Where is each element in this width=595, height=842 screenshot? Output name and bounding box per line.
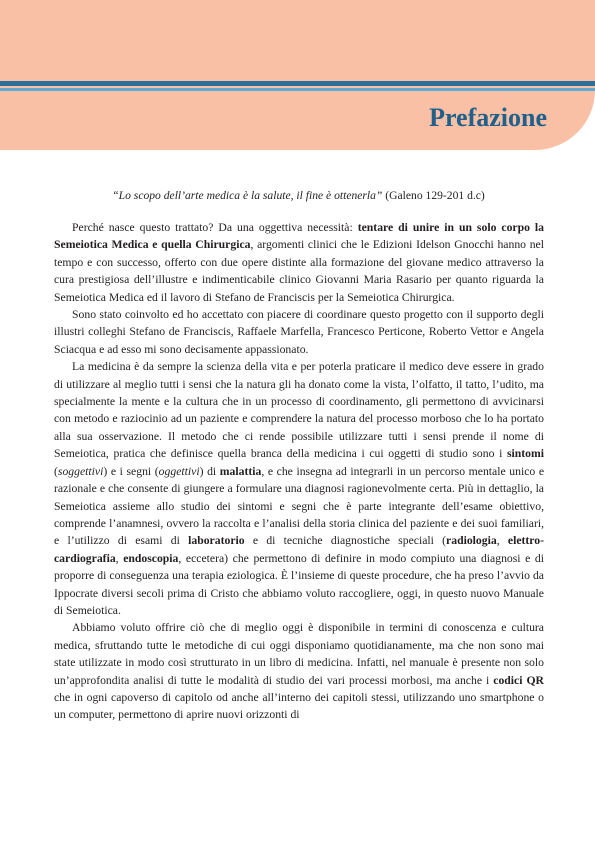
header-rule-dark: [0, 81, 595, 86]
text-run: Perché nasce questo trattato? Da una oggettiva necessità:: [72, 221, 358, 234]
epigraph: [54, 189, 543, 202]
text-run-bold: endoscopia: [123, 551, 179, 565]
text-run: , eccetera) che permettono di definire in modo compiuto una diagnosi e di proporre di conseguenza una terapia eziologica. È l’insieme di queste procedure, che ha preso l’avvio da Ippocrate diversi secoli prima di Cristo che abbiamo voluto raccogliere, oggi, in questo nuovo Manuale di Semeiotica.: [54, 551, 545, 617]
paragraph-3: [54, 358, 544, 619]
body-text: [54, 219, 544, 724]
text-run-bold: elettro-cardiografia: [54, 534, 545, 565]
epigraph-attribution: (Galeno 129-201 d.c): [385, 189, 485, 202]
text-run: ) e i segni (: [103, 464, 159, 478]
text-run: , argomenti clinici che le Edizioni Idelson Gnocchi hanno nel tempo e con successo, offerto con due opere distinte alla formazione del giovane medico attraverso la cura prestigiosa dell’illustre e indimenticabile clinico Giovanni Maria Rasario per quanto riguarda la Semeiotica Medica ed il lavoro di Stefano de Franciscis per la Semeiotica Chirurgica.: [54, 238, 544, 304]
text-run: La medicina è da sempre la scienza della vita e per poterla praticare il medico deve essere in grado di utilizzare al meglio tutti i sensi che la natura gli ha donato come la vista, l’olfatto, il tatto, l’udito, ma specialmente la mente e la cultura che in un processo di coordinamento, gli permettono di avvicinarsi con metodo e raziocinio ad un paziente e comprendere la natura del processo morboso che lo ha portato alla sua osservazione. Il metodo che ci rende possibile utilizzare tutti i sensi prende il nome di Semeiotica, pratica che definisce quella branca della medicina i cui oggetti di studio sono i: [54, 360, 544, 461]
text-run: Sono stato coinvolto ed ho accettato con piacere di coordinare questo progetto con il supporto degli illustri colleghi Stefano de Franciscis, Raffaele Marfella, Francesco Perticone, Roberto Vettor e Angela Sciacqua e ad esso mi sono decisamente appassionato.: [54, 308, 544, 356]
text-run: ) di: [199, 464, 220, 478]
text-run-bold: malattia: [219, 464, 262, 478]
text-run: ,: [496, 534, 508, 548]
header-rule-light: [0, 88, 595, 91]
text-run: Abbiamo voluto offrire ciò che di meglio oggi è disponibile in termini di conoscenza e cultura medica, sfruttando tutte le metodiche di cui oggi disponiamo quotidianamente, ma che non sono mai state utilizzate in modo così strutturato in un libro di medicina. Infatti, nel manuale è presente non solo un’approfondita analisi di tutte le modalità di studio dei vari processi morbosi, ma anche i: [54, 621, 544, 687]
text-run: che in ogni capoverso di capitolo od anche all’interno dei capitoli stessi, utilizzando uno smartphone o un computer, permettono di aprire nuovi orizzonti di: [54, 690, 544, 722]
text-run-bold: tentare di unire in un solo corpo la Semeiotica Medica e quella Chirurgica: [54, 221, 544, 252]
text-run-bold: codici QR: [493, 673, 544, 687]
text-run-italic: oggettivi: [158, 464, 200, 478]
text-run-bold: sintomi: [506, 447, 544, 461]
paragraph-4: [54, 619, 544, 723]
text-run: , e che insegna ad integrarli in un percorso mentale unico e razionale e che consente di giungere a formulare una diagnosi ragionevolmente certa. Più in dettaglio, la Semeiotica assieme allo studio dei sintomi e segni che è parte integrante dell’esame obiettivo, comprende l’anamnesi, ovvero la raccolta e l’analisi della storia clinica del paziente e dei suoi familiari, e l’utilizzo di esami di: [54, 464, 545, 548]
text-run-italic: soggettivi: [57, 464, 104, 478]
epigraph-quote: “Lo scopo dell’arte medica è la salute, il fine è ottenerla”: [112, 189, 383, 202]
text-run-bold: laboratorio: [188, 534, 245, 548]
chapter-title: Prefazione: [429, 103, 547, 132]
paragraph-2: [54, 306, 544, 358]
text-run: (: [54, 464, 58, 478]
text-run: e di tecniche diagnostiche speciali (: [244, 534, 447, 548]
text-run-bold: radiologia: [446, 534, 497, 548]
text-run: ,: [115, 551, 124, 565]
paragraph-1: [54, 219, 544, 306]
